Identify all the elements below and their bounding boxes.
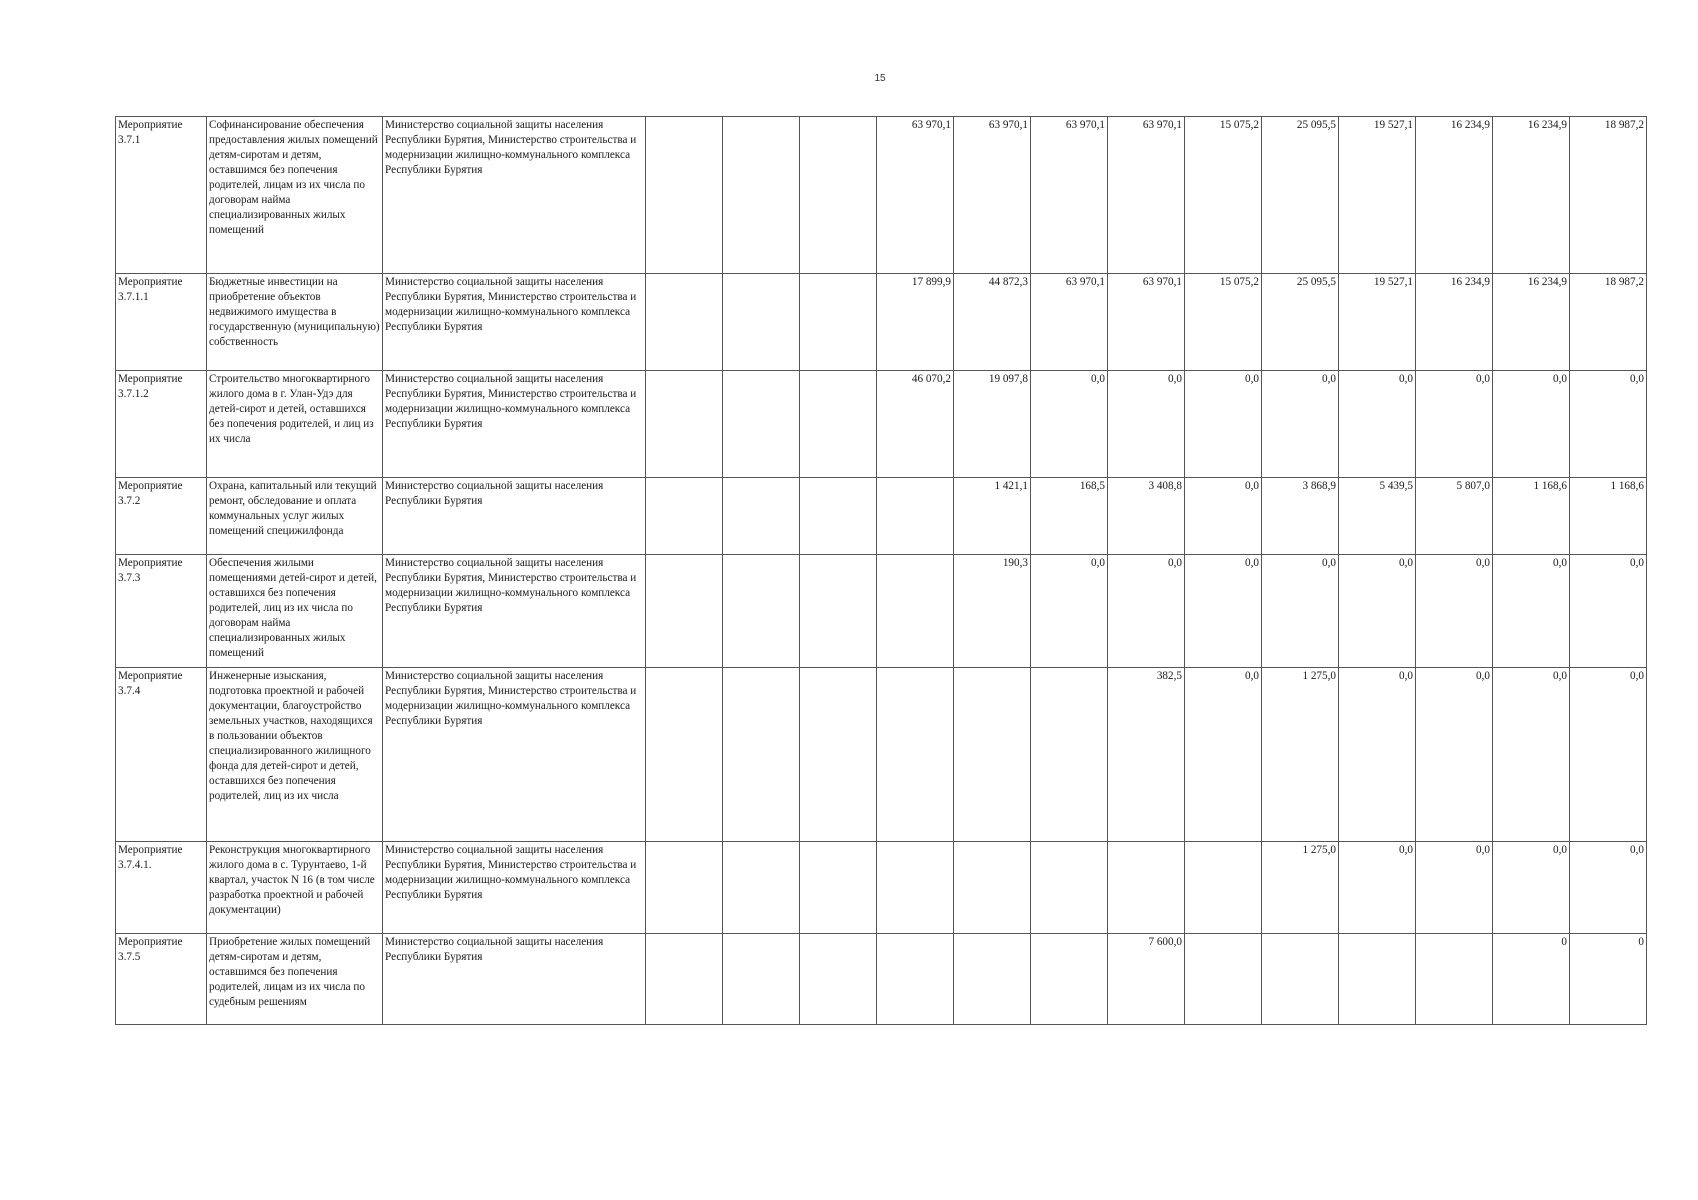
empty-cell bbox=[646, 478, 723, 555]
value-cell: 3 408,8 bbox=[1108, 478, 1185, 555]
value-cell: 168,5 bbox=[1031, 478, 1108, 555]
value-cell: 0,0 bbox=[1108, 555, 1185, 668]
value-cell bbox=[1339, 934, 1416, 1025]
value-cell: 0,0 bbox=[1493, 842, 1570, 934]
table-row bbox=[116, 274, 1647, 371]
empty-cell bbox=[723, 274, 800, 371]
value-cell: 0,0 bbox=[1262, 555, 1339, 668]
empty-cell bbox=[800, 371, 877, 478]
row-code: Мероприятие 3.7.1 bbox=[116, 117, 207, 274]
value-cell bbox=[1031, 668, 1108, 842]
row-name: Охрана, капитальный или текущий ремонт, обследование и оплата коммунальных услуг жилых помещений специжилфонда bbox=[207, 478, 383, 555]
value-cell: 0,0 bbox=[1031, 371, 1108, 478]
value-cell: 0,0 bbox=[1570, 668, 1647, 842]
table-row bbox=[116, 842, 1647, 934]
value-cell bbox=[1185, 934, 1262, 1025]
value-cell: 5 439,5 bbox=[1339, 478, 1416, 555]
table-row bbox=[116, 668, 1647, 842]
budget-table bbox=[115, 116, 1647, 1025]
value-cell: 1 275,0 bbox=[1262, 842, 1339, 934]
row-executor: Министерство социальной защиты населения Республики Бурятия, Министерство строительства и модернизации жилищно-коммунального комплекса Республики Бурятия bbox=[383, 371, 646, 478]
value-cell bbox=[1416, 934, 1493, 1025]
value-cell bbox=[1185, 842, 1262, 934]
row-executor: Министерство социальной защиты населения Республики Бурятия bbox=[383, 934, 646, 1025]
value-cell: 15 075,2 bbox=[1185, 274, 1262, 371]
value-cell: 0,0 bbox=[1185, 371, 1262, 478]
empty-cell bbox=[646, 274, 723, 371]
row-code: Мероприятие 3.7.1.1 bbox=[116, 274, 207, 371]
value-cell: 5 807,0 bbox=[1416, 478, 1493, 555]
row-name: Обеспечения жилыми помещениями детей-сирот и детей, оставшихся без попечения родителей, лиц из их числа по договорам найма специализированных жилых помещений bbox=[207, 555, 383, 668]
empty-cell bbox=[800, 934, 877, 1025]
value-cell: 3 868,9 bbox=[1262, 478, 1339, 555]
value-cell: 0,0 bbox=[1493, 668, 1570, 842]
row-name: Строительство многоквартирного жилого дома в г. Улан-Удэ для детей-сирот и детей, оставшихся без попечения родителей, и лиц из их числа bbox=[207, 371, 383, 478]
value-cell: 44 872,3 bbox=[954, 274, 1031, 371]
value-cell: 0,0 bbox=[1185, 555, 1262, 668]
value-cell: 18 987,2 bbox=[1570, 274, 1647, 371]
value-cell: 0,0 bbox=[1570, 371, 1647, 478]
value-cell: 7 600,0 bbox=[1108, 934, 1185, 1025]
value-cell: 0,0 bbox=[1339, 668, 1416, 842]
value-cell: 19 527,1 bbox=[1339, 117, 1416, 274]
row-executor: Министерство социальной защиты населения Республики Бурятия, Министерство строительства и модернизации жилищно-коммунального комплекса Республики Бурятия bbox=[383, 274, 646, 371]
row-code: Мероприятие 3.7.3 bbox=[116, 555, 207, 668]
row-executor: Министерство социальной защиты населения Республики Бурятия, Министерство строительства и модернизации жилищно-коммунального комплекса Республики Бурятия bbox=[383, 117, 646, 274]
row-executor: Министерство социальной защиты населения Республики Бурятия, Министерство строительства и модернизации жилищно-коммунального комплекса Республики Бурятия bbox=[383, 842, 646, 934]
empty-cell bbox=[646, 117, 723, 274]
value-cell: 0,0 bbox=[1262, 371, 1339, 478]
table-row bbox=[116, 371, 1647, 478]
page-number: 15 bbox=[874, 73, 886, 84]
row-code: Мероприятие 3.7.5 bbox=[116, 934, 207, 1025]
row-name: Реконструкция многоквартирного жилого дома в с. Турунтаево, 1-й квартал, участок N 16 (в том числе разработка проектной и рабочей документации) bbox=[207, 842, 383, 934]
empty-cell bbox=[800, 274, 877, 371]
value-cell: 0,0 bbox=[1416, 842, 1493, 934]
value-cell: 63 970,1 bbox=[1108, 274, 1185, 371]
row-code: Мероприятие 3.7.1.2 bbox=[116, 371, 207, 478]
row-name: Бюджетные инвестиции на приобретение объектов недвижимого имущества в государственную (муниципальную) собственность bbox=[207, 274, 383, 371]
value-cell: 63 970,1 bbox=[1031, 274, 1108, 371]
empty-cell bbox=[723, 478, 800, 555]
value-cell: 25 095,5 bbox=[1262, 274, 1339, 371]
value-cell: 16 234,9 bbox=[1416, 117, 1493, 274]
value-cell bbox=[877, 668, 954, 842]
value-cell: 0 bbox=[1570, 934, 1647, 1025]
value-cell: 63 970,1 bbox=[954, 117, 1031, 274]
empty-cell bbox=[723, 668, 800, 842]
value-cell: 19 527,1 bbox=[1339, 274, 1416, 371]
row-name: Инженерные изыскания, подготовка проектной и рабочей документации, благоустройство земельных участков, находящихся в пользовании объектов специализированного жилищного фонда для детей-сирот и детей, оставшихся без попечения родителей, лиц из их числа bbox=[207, 668, 383, 842]
value-cell bbox=[877, 478, 954, 555]
value-cell: 16 234,9 bbox=[1493, 117, 1570, 274]
value-cell: 0,0 bbox=[1339, 842, 1416, 934]
value-cell: 0,0 bbox=[1570, 555, 1647, 668]
value-cell bbox=[877, 934, 954, 1025]
value-cell: 0,0 bbox=[1416, 668, 1493, 842]
value-cell: 382,5 bbox=[1108, 668, 1185, 842]
value-cell: 0,0 bbox=[1416, 555, 1493, 668]
value-cell: 25 095,5 bbox=[1262, 117, 1339, 274]
row-code: Мероприятие 3.7.4.1. bbox=[116, 842, 207, 934]
row-executor: Министерство социальной защиты населения Республики Бурятия, Министерство строительства и модернизации жилищно-коммунального комплекса Республики Бурятия bbox=[383, 668, 646, 842]
value-cell: 1 168,6 bbox=[1493, 478, 1570, 555]
value-cell bbox=[954, 842, 1031, 934]
value-cell bbox=[877, 555, 954, 668]
value-cell: 0,0 bbox=[1416, 371, 1493, 478]
value-cell bbox=[954, 934, 1031, 1025]
value-cell bbox=[1262, 934, 1339, 1025]
value-cell: 63 970,1 bbox=[877, 117, 954, 274]
empty-cell bbox=[646, 934, 723, 1025]
empty-cell bbox=[723, 842, 800, 934]
value-cell: 17 899,9 bbox=[877, 274, 954, 371]
empty-cell bbox=[800, 842, 877, 934]
row-code: Мероприятие 3.7.4 bbox=[116, 668, 207, 842]
empty-cell bbox=[800, 555, 877, 668]
empty-cell bbox=[646, 668, 723, 842]
value-cell: 0,0 bbox=[1570, 842, 1647, 934]
value-cell: 46 070,2 bbox=[877, 371, 954, 478]
row-code: Мероприятие 3.7.2 bbox=[116, 478, 207, 555]
empty-cell bbox=[800, 117, 877, 274]
empty-cell bbox=[800, 668, 877, 842]
value-cell bbox=[954, 668, 1031, 842]
value-cell bbox=[1031, 842, 1108, 934]
row-executor: Министерство социальной защиты населения Республики Бурятия, Министерство строительства и модернизации жилищно-коммунального комплекса Республики Бурятия bbox=[383, 555, 646, 668]
value-cell: 0,0 bbox=[1339, 555, 1416, 668]
value-cell: 0,0 bbox=[1493, 555, 1570, 668]
value-cell bbox=[1108, 842, 1185, 934]
value-cell: 190,3 bbox=[954, 555, 1031, 668]
table-row bbox=[116, 934, 1647, 1025]
value-cell: 0,0 bbox=[1185, 668, 1262, 842]
empty-cell bbox=[723, 371, 800, 478]
table-row bbox=[116, 555, 1647, 668]
value-cell: 1 421,1 bbox=[954, 478, 1031, 555]
row-name: Софинансирование обеспечения предоставления жилых помещений детям-сиротам и детям, оставшимся без попечения родителей, лицам из их числа по договорам найма специализированных жилых помещений bbox=[207, 117, 383, 274]
value-cell: 15 075,2 bbox=[1185, 117, 1262, 274]
empty-cell bbox=[723, 117, 800, 274]
value-cell: 16 234,9 bbox=[1493, 274, 1570, 371]
value-cell: 63 970,1 bbox=[1108, 117, 1185, 274]
value-cell: 1 168,6 bbox=[1570, 478, 1647, 555]
table-row bbox=[116, 117, 1647, 274]
row-executor: Министерство социальной защиты населения Республики Бурятия bbox=[383, 478, 646, 555]
value-cell: 18 987,2 bbox=[1570, 117, 1647, 274]
value-cell: 0,0 bbox=[1493, 371, 1570, 478]
value-cell: 63 970,1 bbox=[1031, 117, 1108, 274]
value-cell: 0,0 bbox=[1339, 371, 1416, 478]
value-cell: 16 234,9 bbox=[1416, 274, 1493, 371]
row-name: Приобретение жилых помещений детям-сиротам и детям, оставшимся без попечения родителей, лицам из их числа по судебным решениям bbox=[207, 934, 383, 1025]
value-cell: 1 275,0 bbox=[1262, 668, 1339, 842]
value-cell: 0,0 bbox=[1185, 478, 1262, 555]
empty-cell bbox=[646, 842, 723, 934]
value-cell bbox=[877, 842, 954, 934]
empty-cell bbox=[800, 478, 877, 555]
empty-cell bbox=[646, 555, 723, 668]
empty-cell bbox=[723, 555, 800, 668]
empty-cell bbox=[723, 934, 800, 1025]
value-cell: 0 bbox=[1493, 934, 1570, 1025]
value-cell: 0,0 bbox=[1031, 555, 1108, 668]
value-cell: 0,0 bbox=[1108, 371, 1185, 478]
value-cell bbox=[1031, 934, 1108, 1025]
value-cell: 19 097,8 bbox=[954, 371, 1031, 478]
empty-cell bbox=[646, 371, 723, 478]
table-row bbox=[116, 478, 1647, 555]
